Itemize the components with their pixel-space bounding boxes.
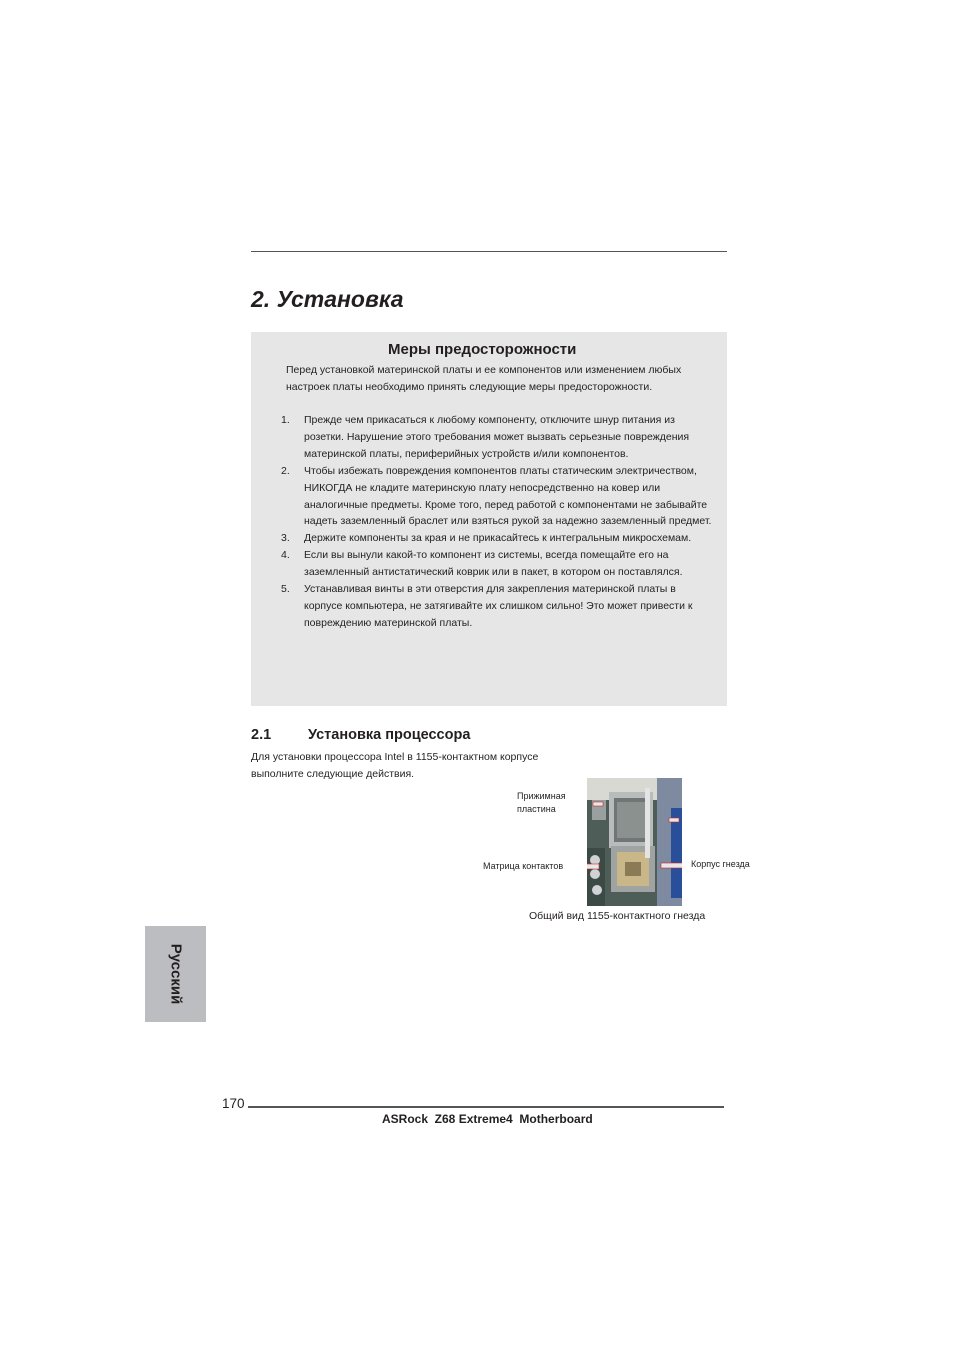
list-item-number: 3. — [281, 532, 290, 545]
list-item — [251, 412, 714, 463]
precautions-list — [251, 412, 727, 632]
cpu-socket-photo — [587, 778, 682, 906]
list-item-text: Если вы вынули какой-то компонент из системы, всегда помещайте его на заземленный антистатический коврик или в пакет, в котором он поставлялся. — [304, 549, 683, 579]
section-number: 2.1 — [251, 727, 272, 743]
list-item — [251, 530, 714, 547]
list-item-number: 5. — [281, 583, 290, 596]
footer-product-name: ASRock Z68 Extreme4 Motherboard — [382, 1112, 593, 1126]
precautions-heading: Меры предосторожности — [388, 341, 577, 358]
list-item-number: 2. — [281, 464, 290, 477]
bottom-rule — [248, 1106, 724, 1108]
chapter-title: 2. Установка — [251, 286, 404, 312]
language-tab-label: Русский — [167, 943, 184, 1005]
precautions-intro: Перед установкой материнской платы и ее компонентов или изменением любых настроек платы необходимо принять следующие меры предосторожности. — [286, 364, 682, 393]
top-rule — [251, 251, 727, 252]
callout-socket-body: Корпус гнезда — [691, 859, 750, 869]
page-number: 170 — [222, 1096, 245, 1111]
list-item — [251, 547, 714, 581]
list-item-text: Держите компоненты за края и не прикасайтесь к интегральным микросхемам. — [304, 532, 692, 545]
section-heading — [251, 727, 470, 743]
language-side-tab — [145, 926, 206, 1022]
precautions-box — [251, 332, 727, 706]
list-item-text: Чтобы избежать повреждения компонентов платы статическим электричеством, НИКОГДА не кладите материнскую плату непосредственно на ковер или аналогичные предметы. Кроме того, перед работой с компонентами не забывайте надеть заземленный браслет или взяться рукой за надежно заземленный предмет. — [304, 464, 712, 528]
section-title: Установка процессора — [308, 727, 471, 743]
figure-caption: Общий вид 1155-контактного гнезда — [529, 910, 706, 922]
list-item-text: Прежде чем прикасаться к любому компоненту, отключите шнур питания из розетки. Нарушение этого требования может вызвать серьезные повреждения материнской платы, периферийных устройств и/или компонентов. — [304, 414, 690, 460]
list-item-text: Устанавливая винты в эти отверстия для закрепления материнской платы в корпусе компьютера, не затягивайте их слишком сильно! Это может привести к повреждению материнской платы. — [304, 583, 693, 629]
callout-retention-plate: Прижимная пластина — [517, 791, 566, 814]
list-item — [251, 463, 714, 531]
list-item-number: 1. — [281, 414, 290, 426]
list-item — [251, 581, 714, 632]
section-intro: Для установки процессора Intel в 1155-контактном корпусе выполните следующие действия. — [251, 751, 539, 780]
list-item-number: 4. — [281, 549, 290, 562]
callout-contact-array: Матрица контактов — [483, 861, 564, 871]
